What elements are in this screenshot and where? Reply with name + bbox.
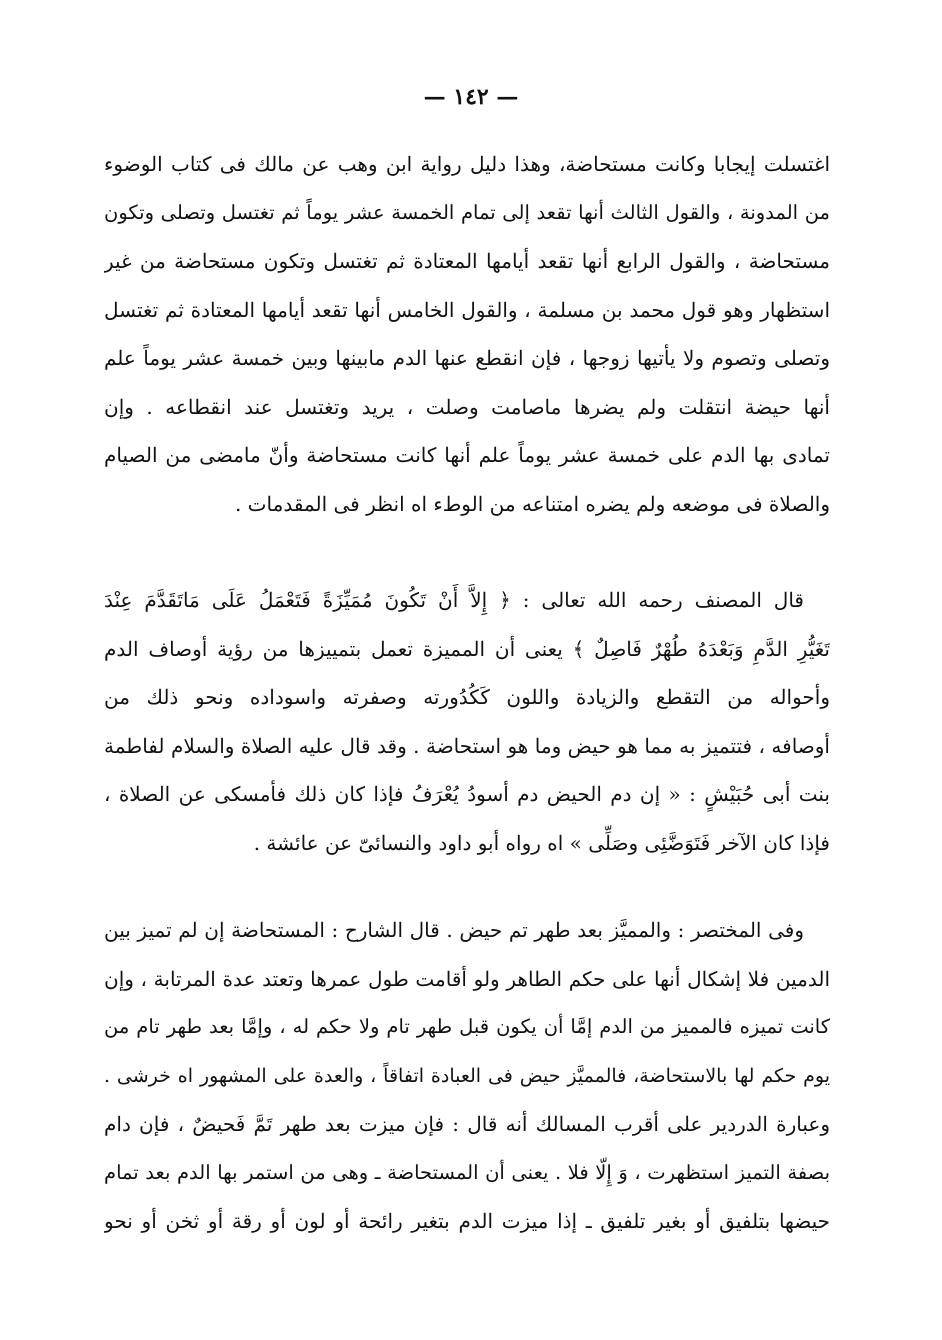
text-line: مستحاضة ، والقول الرابع أنها تقعد أيامها المعتادة ثم تغتسل وتكون مستحاضة من غير: [104, 249, 830, 273]
text-line: وتصلى وتصوم ولا يأتيها زوجها ، فإن انقطع عنها الدم مابينها وبين خمسة عشر يوماً علم: [104, 346, 830, 370]
paragraph-2: [104, 576, 830, 867]
text-line: قال المصنف رحمه الله تعالى : ﴿ إِلاَّ أَنْ تَكُونَ مُمَيِّزَةً فَتَعْمَلُ عَلَى مَاتَقَدَّمَ عِنْدَ: [104, 588, 804, 612]
text-line: يوم حكم لها بالاستحاضة، فالمميَّز حيض فى العبادة اتفاقاً ، والعدة على المشهور اه خرشى .: [104, 1064, 830, 1087]
text-line: الدمين فلا إشكال أنها على حكم الطاهر ولو أقامت طول عمرها وتعتد عدة المرتابة ، وإن: [104, 966, 830, 991]
text-line: من المدونة ، والقول الثالث أنها تقعد إلى تمام الخمسة عشر يوماً ثم تغتسل وتصلى وتكون: [104, 200, 830, 224]
text-line: أنها حيضة انتقلت ولم يضرها ماصامت وصلت ، يريد وتغتسل عند انقطاعه . وإن: [104, 394, 830, 419]
text-line: اغتسلت إيجابا وكانت مستحاضة، وهذا دليل رواية ابن وهب عن مالك فى كتاب الوضوء: [104, 152, 830, 176]
text-line: بصفة التميز استظهرت ، وَ إِلّا فلا . يعنى أن المستحاضة ـ وهى من استمر بها الدم بعد تمام: [104, 1160, 830, 1184]
text-line: بنت أبى حُبَيْشٍ : « إن دم الحيض دم أسودُ يُعْرَفُ فإذا كان ذلك فأمسكى عن الصلاة ،: [104, 782, 830, 806]
text-line: فإذا كان الآخر فَتَوَضَّئِى وصَلِّى » اه رواه أبو داود والنسائىّ عن عائشة .: [253, 830, 830, 855]
text-line: والصلاة فى موضعه ولم يضره امتناعه من الوطء اه انظر فى المقدمات .: [234, 491, 830, 516]
page-number: — ١٤٢ —: [423, 84, 519, 110]
text-line: تمادى بها الدم على خمسة عشر يوماً علم أنها كانت مستحاضة وأنّ مامضى من الصيام: [104, 443, 830, 467]
text-line: حيضها بتلفيق أو بغير تلفيق ـ إذا ميزت الدم بتغير رائحة أو لون أو رقة أو ثخن أو نحو: [104, 1209, 830, 1233]
text-line: استظهار وهو قول محمد بن مسلمة ، والقول الخامس أنها تقعد أيامها المعتادة ثم تغتسل: [104, 297, 830, 322]
text-line: تَغَيُّرِ الدَّمِ وَبَعْدَهُ طُهْرٌ فَاصِلٌ ﴾ يعنى أن المميزة تعمل بتمييزها من رؤية أوصاف الدم: [104, 636, 830, 661]
text-line: وعبارة الدردير على أقرب المسالك أنه قال : فإن ميزت بعد طهر تَمَّ فَحيضٌ ، فإن دام: [104, 1112, 830, 1136]
paragraph-3: [104, 906, 830, 1246]
text-line: أوصافه ، فتتميز به مما هو حيض وما هو استحاضة . وقد قال عليه الصلاة والسلام لفاطمة: [104, 733, 830, 758]
text-line: وفى المختصر : والمميَّز بعد طهر تم حيض . قال الشارح : المستحاضة إن لم تميز بين: [104, 918, 804, 942]
text-line: كانت تميزه فالمميز من الدم إمَّا أن يكون قبل طهر تام ولا حكم له ، وإمَّا بعد طهر تام من: [104, 1015, 830, 1038]
paragraph-1: [104, 140, 830, 528]
text-line: وأحواله من التقطع والزيادة واللون كَكُدُورته وصفرته واسوداده ونحو ذلك من: [104, 685, 830, 709]
